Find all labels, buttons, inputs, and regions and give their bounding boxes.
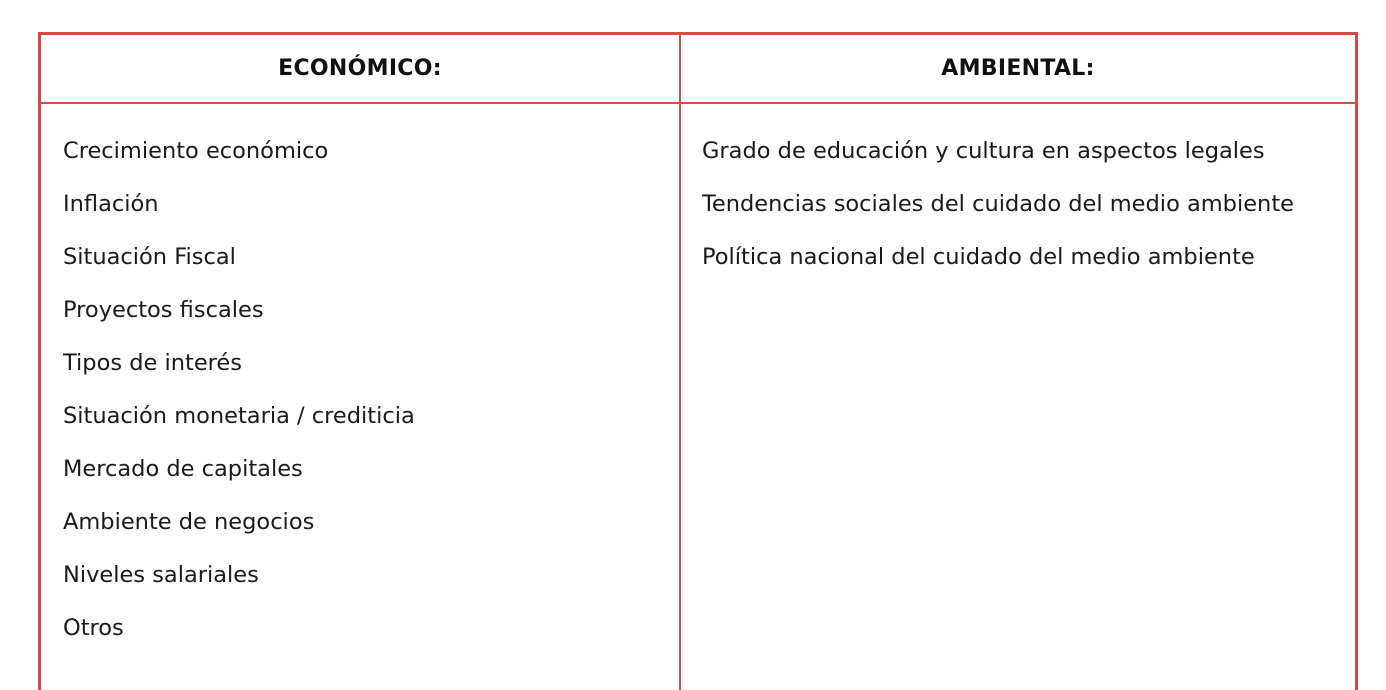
list-item: Crecimiento económico [63, 138, 329, 164]
list-item: Ambiente de negocios [63, 509, 315, 535]
list-item: Grado de educación y cultura en aspectos legales [702, 138, 1265, 164]
ambiental-header: AMBIENTAL: [941, 56, 1095, 81]
list-item: Situación Fiscal [63, 244, 236, 270]
table-header-row [41, 35, 1355, 104]
ambiental-list [702, 125, 1294, 284]
list-item: Proyectos fiscales [63, 297, 264, 323]
list-item: Tipos de interés [63, 350, 243, 376]
list-item: Tendencias sociales del cuidado del medio ambiente [702, 191, 1294, 217]
list-item: Mercado de capitales [63, 456, 303, 482]
list-item: Situación monetaria / crediticia [63, 403, 415, 429]
column-divider [679, 35, 681, 690]
list-item: Inflación [63, 191, 159, 217]
factors-table [38, 32, 1358, 690]
economico-list [63, 125, 415, 655]
economico-header: ECONÓMICO: [278, 56, 442, 81]
list-item: Niveles salariales [63, 562, 259, 588]
list-item: Política nacional del cuidado del medio ambiente [702, 244, 1255, 270]
list-item: Otros [63, 615, 124, 641]
